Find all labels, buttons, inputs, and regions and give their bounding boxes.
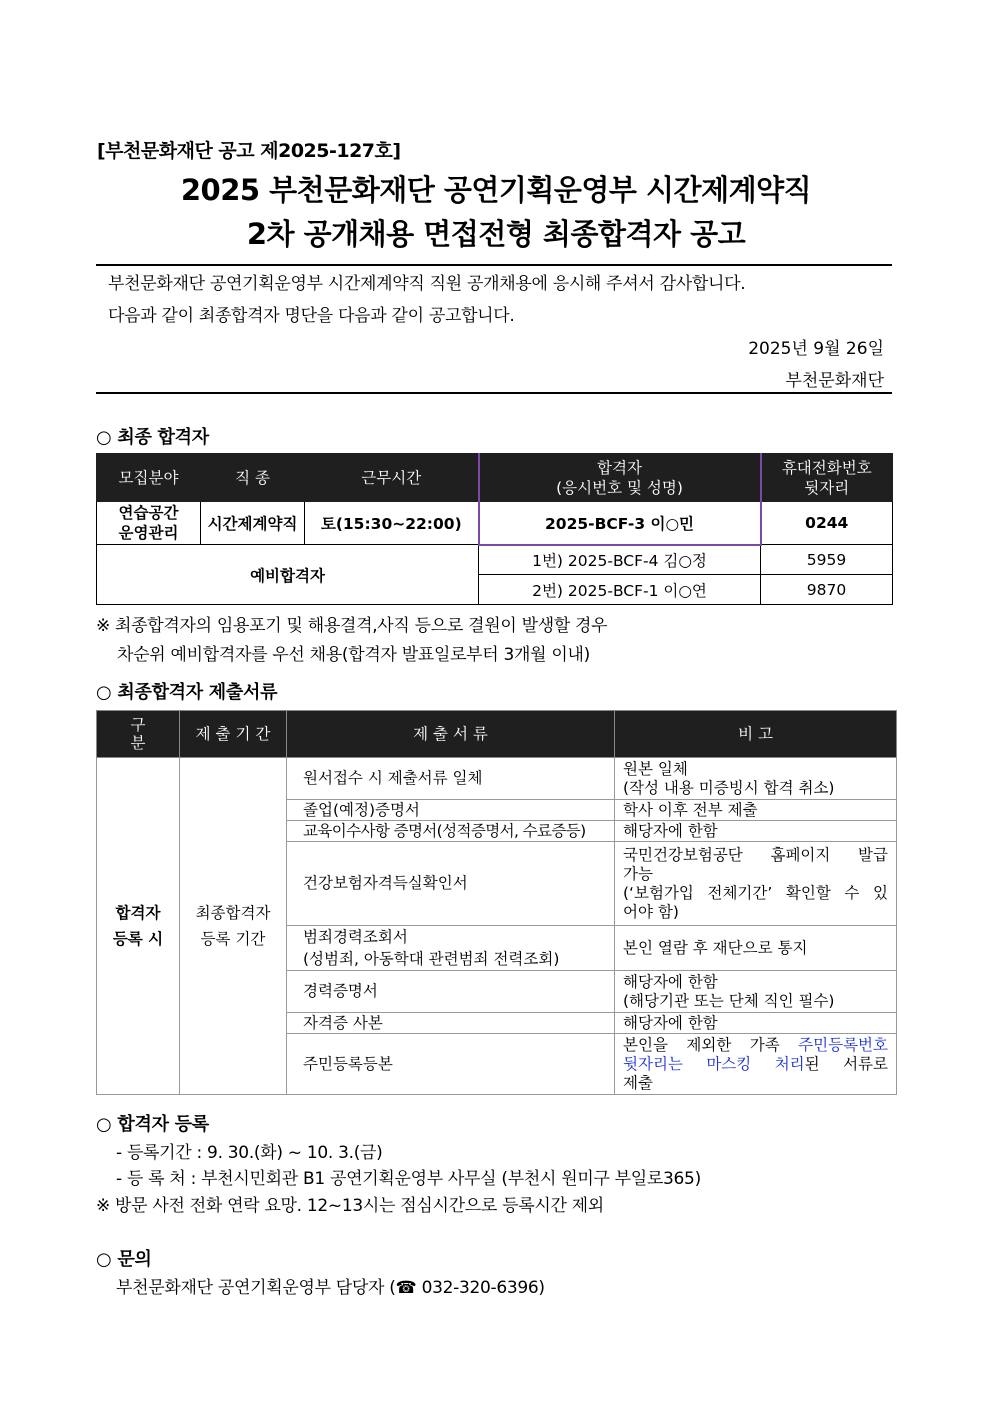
table-header-row xyxy=(97,711,897,758)
cell-remark: 원본 일체 (작성 내용 미증빙시 합격 취소) xyxy=(615,758,897,800)
cell-phone: 0244 xyxy=(761,502,893,545)
header-hours: 근무시간 xyxy=(305,454,479,502)
page-title-line2: 2차 공개채용 면접전형 최종합격자 공고 xyxy=(246,217,746,251)
cell-period: 최종합격자 등록 기간 xyxy=(180,758,287,1095)
cell-reserve-passer-1: 1번) 2025-BCF-4 김○정 xyxy=(479,545,761,575)
header-job: 직 종 xyxy=(201,454,305,502)
registration-note: ※ 방문 사전 전화 연락 요망. 12~13시는 점심시간으로 등록시간 제외 xyxy=(96,1196,604,1216)
cell-remark: 해당자에 한함 (해당기관 또는 단체 직인 필수) xyxy=(615,971,897,1013)
notice-number: [부천문화재단 공고 제2025-127호] xyxy=(97,140,401,162)
header-field: 모집분야 xyxy=(97,454,201,502)
divider-bottom xyxy=(96,392,892,394)
cell-category: 합격자 등록 시 xyxy=(97,758,180,1095)
bullet-icon: ○ xyxy=(96,1249,112,1270)
cell-reserve-passer-2: 2번) 2025-BCF-1 이○연 xyxy=(479,575,761,605)
cell-reserve-label: 예비합격자 xyxy=(97,545,479,605)
cell-remark: 학사 이후 전부 제출 xyxy=(615,800,897,821)
divider-top xyxy=(96,264,892,266)
cell-remark: 해당자에 한함 xyxy=(615,821,897,842)
table-row xyxy=(97,502,893,545)
notice-date: 2025년 9월 26일 xyxy=(748,339,884,359)
header-passer: 합격자 (응시번호 및 성명) xyxy=(479,454,761,502)
documents-table xyxy=(96,710,897,1095)
header-documents: 제 출 서 류 xyxy=(287,711,615,758)
cell-remark: 본인을 제외한 가족 주민등록번호 뒷자리는 마스킹 처리된 서류로 제출 xyxy=(615,1034,897,1095)
bullet-icon: ○ xyxy=(96,1114,112,1135)
cell-doc: 교육이수사항 증명서(성적증명서, 수료증등) xyxy=(287,821,615,842)
cell-doc: 원서접수 시 제출서류 일체 xyxy=(287,758,615,800)
registration-period: - 등록기간 : 9. 30.(화) ~ 10. 3.(금) xyxy=(116,1143,383,1163)
table-row xyxy=(97,758,897,800)
cell-field: 연습공간 운영관리 xyxy=(97,502,201,545)
cell-remark: 해당자에 한함 xyxy=(615,1013,897,1034)
section-final-passers-title: ○ 최종 합격자 xyxy=(96,427,209,448)
section-registration-title: ○ 합격자 등록 xyxy=(96,1114,209,1135)
header-remarks: 비 고 xyxy=(615,711,897,758)
cell-reserve-phone-2: 9870 xyxy=(761,575,893,605)
final-passers-table xyxy=(96,453,893,605)
section-inquiry-title: ○ 문의 xyxy=(96,1249,152,1270)
intro-line1: 부천문화재단 공연기획운영부 시간제계약직 직원 공개채용에 응시해 주셔서 감사합니다. xyxy=(108,274,746,294)
header-category: 구 분 xyxy=(97,711,180,758)
cell-doc: 경력증명서 xyxy=(287,971,615,1013)
phone-icon: ☎ xyxy=(395,1278,417,1298)
bullet-icon: ○ xyxy=(96,682,112,703)
cell-hours: 토(15:30~22:00) xyxy=(305,502,479,545)
cell-remark: 본인 열람 후 재단으로 통지 xyxy=(615,926,897,971)
cell-doc: 졸업(예정)증명서 xyxy=(287,800,615,821)
intro-line2: 다음과 같이 최종합격자 명단을 다음과 같이 공고합니다. xyxy=(108,306,515,326)
cell-remark: 국민건강보험공단 홈페이지 발급 가능 (‘보험가입 전체기간’ 확인할 수 있 어야 함) xyxy=(615,842,897,926)
page-title-line1: 2025 부천문화재단 공연기획운영부 시간제계약직 xyxy=(180,173,812,207)
cell-doc: 건강보험자격득실확인서 xyxy=(287,842,615,926)
table-header-row xyxy=(97,454,893,502)
note-line2: 차순위 예비합격자를 우선 채용(합격자 발표일로부터 3개월 이내) xyxy=(117,645,590,665)
cell-doc: 자격증 사본 xyxy=(287,1013,615,1034)
cell-passer: 2025-BCF-3 이○민 xyxy=(479,502,761,545)
section-documents-title: ○ 최종합격자 제출서류 xyxy=(96,682,278,703)
registration-place: - 등 록 처 : 부천시민회관 B1 공연기획운영부 사무실 (부천시 원미구 부일로365) xyxy=(116,1169,701,1189)
cell-doc: 범죄경력조회서 (성범죄, 아동학대 관련범죄 전력조회) xyxy=(287,926,615,971)
cell-doc: 주민등록등본 xyxy=(287,1034,615,1095)
header-phone: 휴대전화번호 뒷자리 xyxy=(761,454,893,502)
notice-org: 부천문화재단 xyxy=(785,371,884,391)
cell-reserve-phone-1: 5959 xyxy=(761,545,893,575)
bullet-icon: ○ xyxy=(96,427,112,448)
note-line1: ※ 최종합격자의 임용포기 및 해용결격,사직 등으로 결원이 발생할 경우 xyxy=(96,616,608,636)
table-row xyxy=(97,545,893,575)
header-period: 제 출 기 간 xyxy=(180,711,287,758)
inquiry-contact: 부천문화재단 공연기획운영부 담당자 (☎ 032-320-6396) xyxy=(116,1278,545,1298)
cell-job: 시간제계약직 xyxy=(201,502,305,545)
